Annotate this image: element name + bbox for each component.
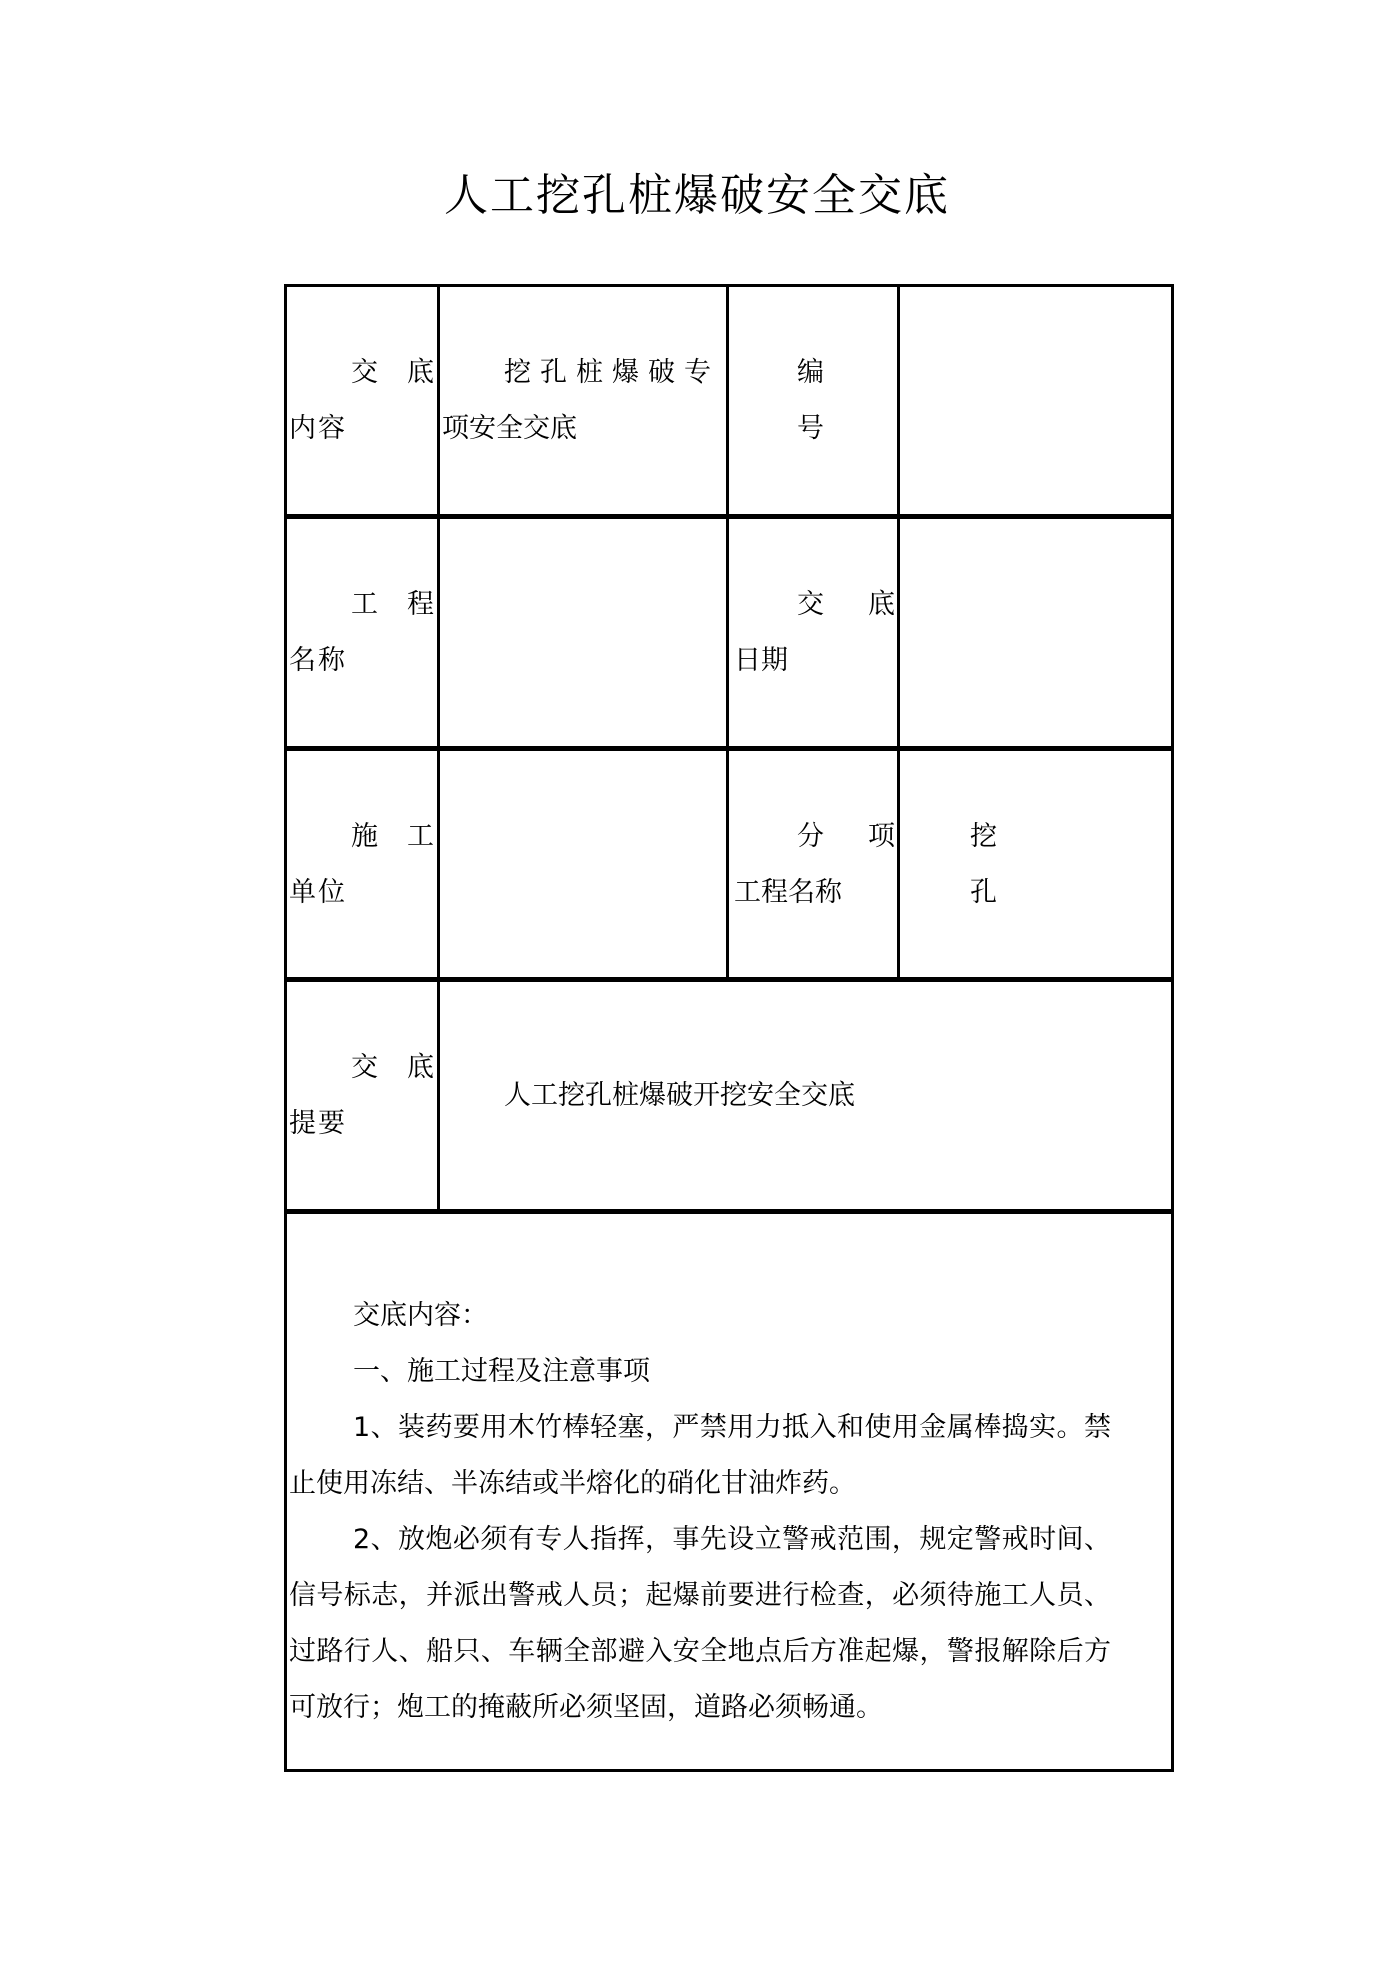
- label-line1: 工程: [351, 589, 463, 620]
- disclosure-body: [289, 1288, 1111, 1736]
- value-line1: 挖孔桩爆破专: [504, 357, 720, 388]
- label-line1: 编: [797, 357, 824, 388]
- body-paragraph: 2、放炮必须有专人指挥，事先设立警戒范围，规定警戒时间、信号标志，并派出警戒人员；起爆前要进行检查，必须待施工人员、过路行人、船只、车辆全部避入安全地点后方准起爆，警报解除后方可放行；炮工的掩蔽所必须坚固，道路必须畅通。: [289, 1524, 1111, 1723]
- label-line2: 单位: [289, 877, 347, 908]
- label-line2: 名称: [289, 645, 347, 676]
- label-cell-construction-unit: [287, 751, 463, 977]
- body-heading: 交底内容：: [353, 1300, 488, 1331]
- value-cell-construction-unit: [440, 751, 729, 977]
- label-cell-serial-number: [729, 287, 900, 514]
- value-line1: 挖: [970, 821, 997, 852]
- label-line1: 分项: [797, 821, 939, 852]
- label-line1: 施工: [351, 821, 463, 852]
- label-line2: 工程名称: [734, 877, 842, 908]
- label-line1: 交底: [351, 357, 463, 388]
- form-row-unit: [284, 748, 1174, 980]
- label-cell-subproject-name: [729, 751, 939, 977]
- label-cell-disclosure-date: [729, 519, 939, 746]
- form-row-content: [284, 284, 1174, 517]
- value-line2: 孔: [970, 877, 997, 908]
- section-heading: 一、施工过程及注意事项: [353, 1356, 650, 1387]
- value-cell-serial-number: [900, 287, 1171, 514]
- label-line2: 内容: [289, 413, 347, 444]
- disclosure-summary-value: 人工挖孔桩爆破开挖安全交底: [504, 1080, 855, 1111]
- form-row-summary: [284, 979, 1174, 1212]
- body-paragraph: 1、装药要用木竹棒轻塞，严禁用力抵入和使用金属棒捣实。禁止使用冻结、半冻结或半熔化的硝化甘油炸药。: [289, 1412, 1111, 1499]
- label-cell-project-name: [287, 519, 463, 746]
- form-row-disclosure-body: [284, 1211, 1174, 1772]
- value-cell-disclosure-date: [900, 519, 1171, 746]
- form-row-project: [284, 516, 1174, 749]
- value-cell-disclosure-summary: [440, 982, 1171, 1209]
- disclosure-form: [284, 284, 1174, 1772]
- label-line2: 提要: [289, 1108, 347, 1139]
- page-title: 人工挖孔桩爆破安全交底: [444, 170, 950, 221]
- label-line2: 日期: [734, 645, 788, 676]
- label-cell-disclosure-summary: [287, 982, 463, 1209]
- label-line2: 号: [797, 413, 824, 444]
- label-cell-disclosure-content: [287, 287, 463, 514]
- label-line1: 交底: [351, 1052, 463, 1083]
- label-line1: 交底: [797, 589, 939, 620]
- value-cell-project-name: [440, 519, 729, 746]
- value-cell-disclosure-content: [440, 287, 729, 514]
- value-line2: 项安全交底: [442, 413, 577, 444]
- value-cell-subproject-name: [900, 751, 1171, 977]
